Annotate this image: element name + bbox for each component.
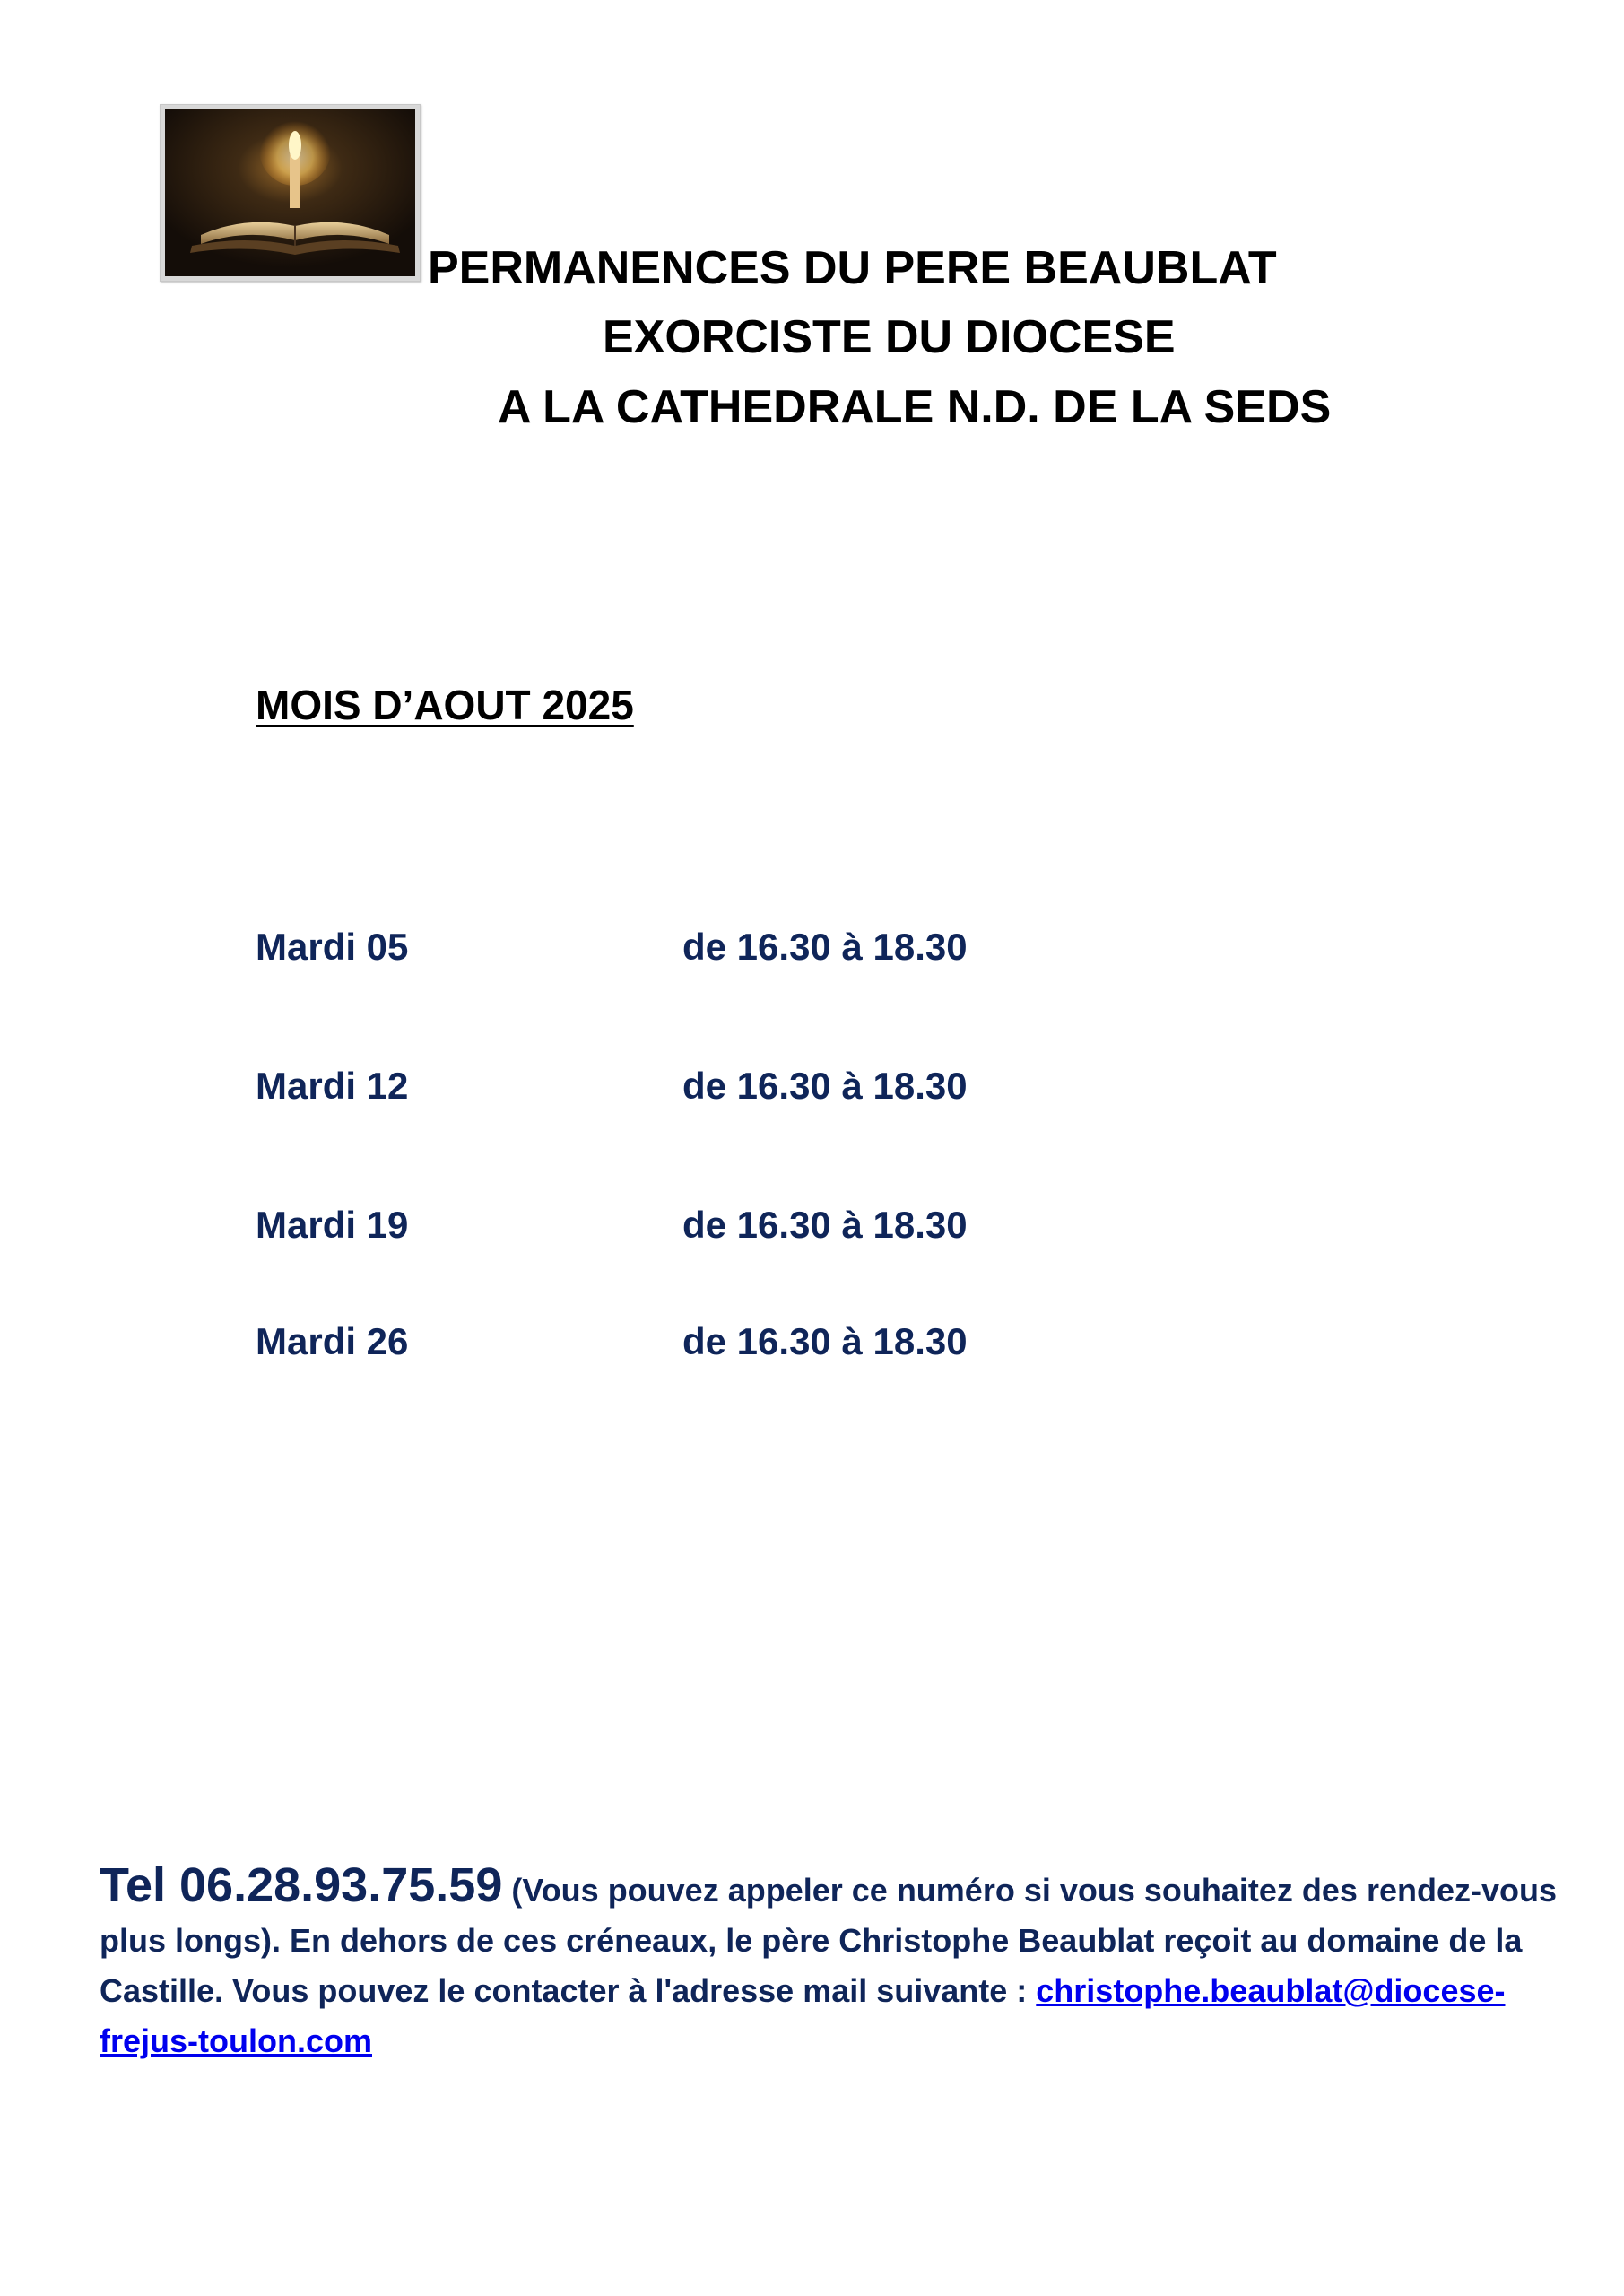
header-line-3: A LA CATHEDRALE N.D. DE LA SEDS [498,381,1332,433]
schedule-day: Mardi 05 [256,926,409,968]
schedule-day: Mardi 26 [256,1320,409,1362]
header-line-2: EXORCISTE DU DIOCESE [603,311,1176,363]
contact-text: (Vous pouvez appeler ce numéro si vous souhaitez des rendez-vous plus longs). En dehors de ces créneaux, le père Christophe Beaublat reçoit au domaine de la Castille. Vous pouvez le contacter à l'adresse mail suivante : [100,1872,1557,2009]
schedule-row [256,928,1152,982]
header-line-1: PERMANENCES DU PERE BEAUBLAT [428,242,1277,294]
month-title: MOIS D’AOUT 2025 [256,682,634,728]
schedule-day: Mardi 19 [256,1204,409,1246]
schedule-row [256,1320,1152,1377]
candle-book-illustration [165,109,415,276]
schedule-row [256,1206,1152,1260]
schedule-day: Mardi 12 [256,1065,409,1107]
schedule-time: de 16.30 à 18.30 [682,1065,968,1107]
candle-book-image [160,104,421,282]
schedule-time: de 16.30 à 18.30 [682,926,968,968]
schedule-time: de 16.30 à 18.30 [682,1320,968,1362]
schedule-time: de 16.30 à 18.30 [682,1204,968,1246]
schedule-row [256,1067,1152,1121]
phone-number: Tel 06.28.93.75.59 [100,1858,503,1912]
email-link[interactable]: christophe.beaublat@diocese-frejus-toulon.com [100,1972,1506,2059]
contact-paragraph [100,1860,1570,2066]
